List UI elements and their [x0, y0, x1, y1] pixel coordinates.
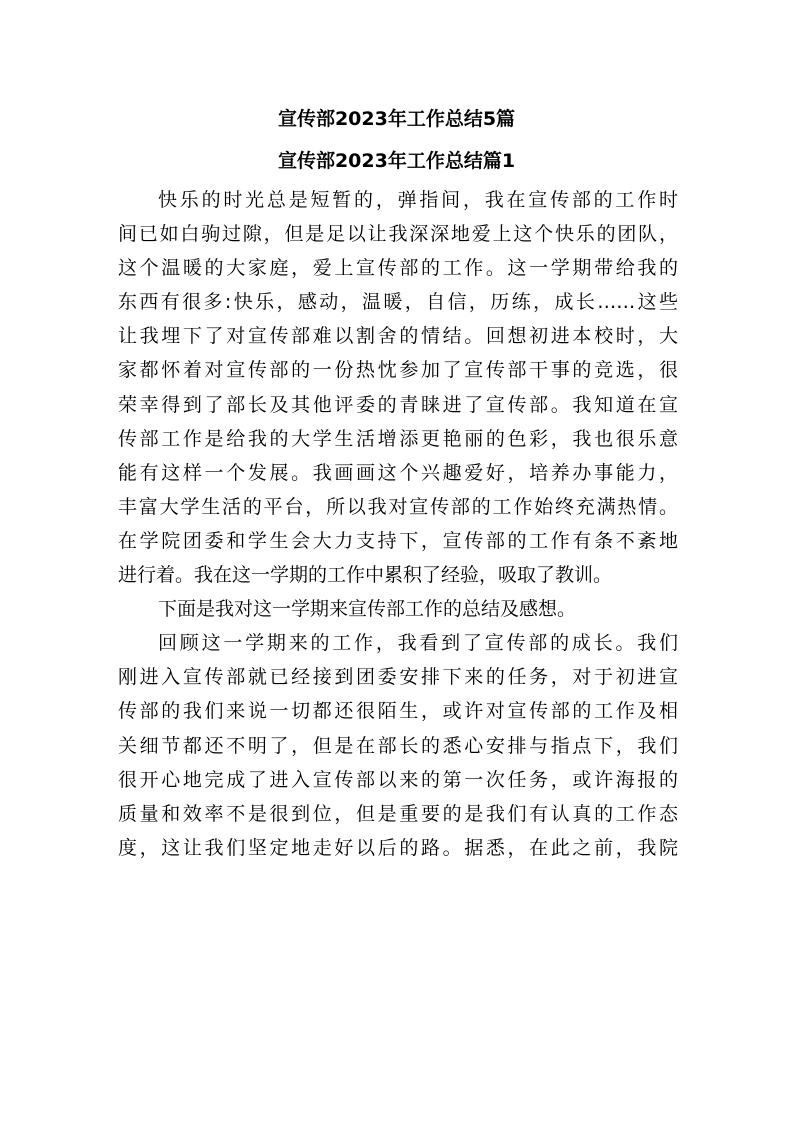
text-line: 传部的我们来说一切都还很陌生，或许对宣传部的工作及相	[118, 700, 678, 723]
text-line: 传部工作是给我的大学生活增添更艳丽的色彩，我也很乐意	[118, 427, 678, 450]
section-heading: 宣传部2023年工作总结篇1	[277, 150, 516, 172]
document-title: 宣传部2023年工作总结5篇	[277, 108, 516, 130]
text-line: 能有这样一个发展。我画画这个兴趣爱好，培养办事能力，	[118, 461, 678, 484]
document-body	[118, 183, 678, 865]
text-line: 荣幸得到了部长及其他评委的青睐进了宣传部。我知道在宣	[118, 393, 678, 416]
text-line: 东西有很多:快乐，感动，温暖，自信，历练，成长……这些	[118, 291, 678, 314]
text-line: 在学院团委和学生会大力支持下，宣传部的工作有条不紊地	[118, 529, 678, 552]
text-line: 回顾这一学期来的工作，我看到了宣传部的成长。我们	[158, 632, 678, 655]
text-line: 下面是我对这一学期来宣传部工作的总结及感想。	[158, 598, 577, 621]
text-line: 刚进入宣传部就已经接到团委安排下来的任务，对于初进宣	[118, 666, 678, 689]
text-line: 很开心地完成了进入宣传部以来的第一次任务，或许海报的	[118, 768, 678, 791]
paragraph	[118, 626, 678, 865]
text-line: 家都怀着对宣传部的一份热忱参加了宣传部干事的竞选，很	[118, 359, 678, 382]
text-line: 进行着。我在这一学期的工作中累积了经验，吸取了教训。	[118, 564, 613, 587]
text-line: 间已如白驹过隙，但是足以让我深深地爱上这个快乐的团队，	[118, 223, 678, 246]
text-line: 质量和效率不是很到位，但是重要的是我们有认真的工作态	[118, 802, 678, 825]
text-line: 关细节都还不明了，但是在部长的悉心安排与指点下，我们	[118, 734, 678, 757]
text-line: 这个温暖的大家庭，爱上宣传部的工作。这一学期带给我的	[118, 257, 678, 280]
paragraph	[118, 183, 678, 592]
text-line: 度，这让我们坚定地走好以后的路。据悉，在此之前，我院	[118, 836, 678, 859]
paragraph	[118, 592, 678, 626]
text-line: 丰富大学生活的平台，所以我对宣传部的工作始终充满热情。	[118, 495, 678, 518]
text-line: 让我埋下了对宣传部难以割舍的情结。回想初进本校时，大	[118, 325, 678, 348]
text-line: 快乐的时光总是短暂的，弹指间，我在宣传部的工作时	[158, 189, 678, 211]
